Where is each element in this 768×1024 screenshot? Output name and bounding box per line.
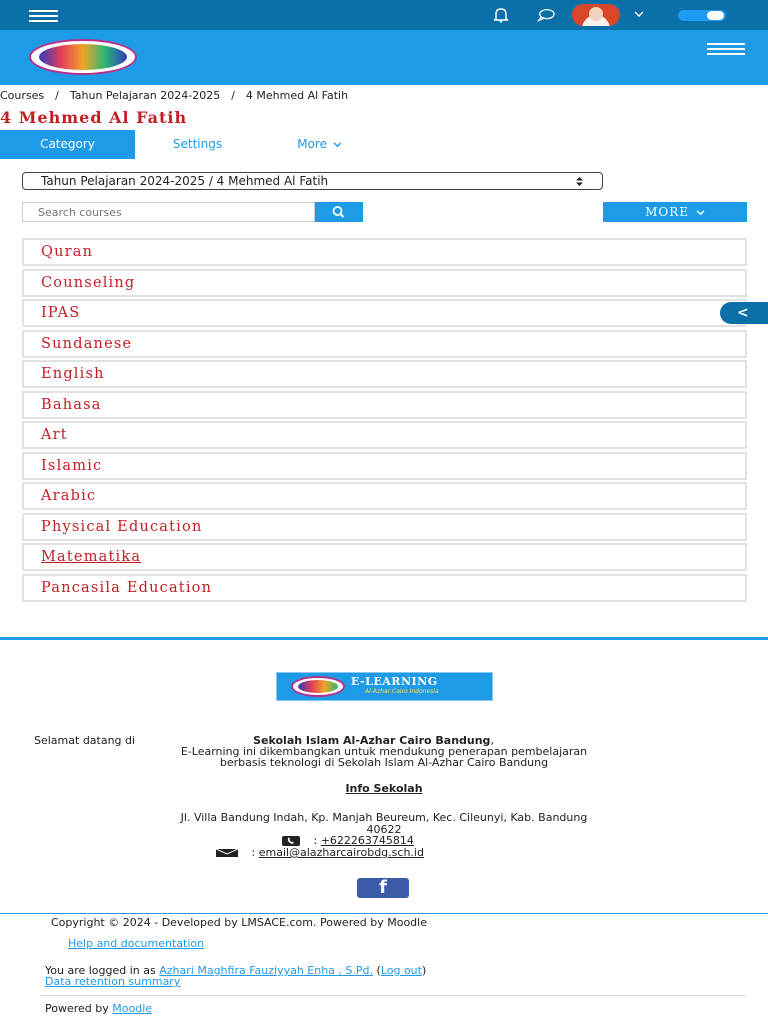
category-select[interactable] — [22, 172, 603, 190]
email-link[interactable]: email@alazharcairobdg.sch.id — [258, 846, 424, 859]
powered-by: Powered by Moodle — [45, 1002, 153, 1015]
footer-logo-title: E-LEARNING — [351, 675, 438, 688]
more-button[interactable] — [603, 202, 747, 222]
copyright-text: Copyright © 2024 - Developed by LMSACE.com. Powered by Moodle — [51, 916, 427, 929]
facebook-icon[interactable]: f — [357, 878, 409, 898]
list-item[interactable]: Pancasila Education — [22, 574, 747, 602]
welcome-text: Selamat datang di Sekolah Islam Al-Azhar Cairo Bandung, — [34, 734, 494, 747]
phone-row: : +622263745814 — [282, 834, 414, 847]
list-item[interactable]: Matematika — [22, 543, 747, 571]
search-button[interactable] — [315, 202, 363, 222]
breadcrumb-courses[interactable]: Courses — [0, 89, 45, 102]
page-title: 4 Mehmed Al Fatih — [0, 108, 188, 127]
secondary-nav — [0, 130, 768, 160]
breadcrumb-year[interactable]: Tahun Pelajaran 2024-2025 — [69, 89, 221, 102]
tab-more[interactable] — [272, 130, 367, 159]
bottom-divider — [0, 913, 768, 914]
avatar[interactable] — [572, 4, 620, 26]
login-info: You are logged in as Azhari Maghfira Fauziyyah Enha , S.Pd. (Log out) — [45, 964, 427, 977]
header-menu-icon[interactable] — [707, 43, 745, 58]
footer-divider — [0, 637, 768, 640]
footer-logo — [276, 672, 493, 701]
tab-settings[interactable]: Settings — [172, 137, 223, 151]
chat-icon[interactable] — [537, 7, 555, 23]
tab-more-label: More — [297, 137, 327, 151]
footer-logo-subtitle: Al-Azhar Cairo Indonesia — [365, 688, 439, 695]
chevron-down-icon[interactable] — [634, 10, 644, 18]
drawer-toggle-button[interactable]: < — [720, 302, 768, 324]
breadcrumb: Courses / Tahun Pelajaran 2024-2025 / 4 Mehmed Al Fatih — [0, 89, 349, 102]
footer-separator — [40, 995, 746, 996]
site-logo[interactable] — [29, 39, 137, 75]
school-name: Sekolah Islam Al-Azhar Cairo Bandung — [253, 734, 491, 747]
address-line-2: 40622 — [366, 823, 402, 836]
logout-link[interactable]: Log out — [380, 964, 422, 977]
description-line-2: berbasis teknologi di Sekolah Islam Al-Azhar Cairo Bandung — [219, 756, 549, 769]
menu-icon[interactable] — [29, 10, 58, 25]
chevron-down-icon — [696, 210, 705, 216]
data-retention-link[interactable]: Data retention summary — [45, 975, 181, 988]
list-item[interactable]: Quran — [22, 238, 747, 266]
select-arrows-icon — [575, 176, 584, 187]
chevron-down-icon — [333, 142, 342, 148]
list-item[interactable]: Bahasa — [22, 391, 747, 419]
tab-category[interactable]: Category — [0, 130, 135, 159]
info-title: Info Sekolah — [345, 782, 423, 795]
moodle-link[interactable]: Moodle — [112, 1002, 153, 1015]
email-row: : email@alazharcairobdg.sch.id — [216, 846, 424, 859]
list-item[interactable]: Sundanese — [22, 330, 747, 358]
list-item[interactable]: Physical Education — [22, 513, 747, 541]
list-item[interactable]: Arabic — [22, 482, 747, 510]
dark-mode-toggle[interactable] — [678, 10, 726, 21]
list-item[interactable]: English — [22, 360, 747, 388]
bell-icon[interactable] — [492, 7, 510, 23]
user-profile-link[interactable]: Azhari Maghfira Fauziyyah Enha , S.Pd. — [159, 964, 374, 977]
phone-link[interactable]: +622263745814 — [320, 834, 414, 847]
more-button-label: MORE — [645, 205, 690, 219]
list-item[interactable]: IPAS — [22, 299, 747, 327]
breadcrumb-current[interactable]: 4 Mehmed Al Fatih — [245, 89, 349, 102]
search-input[interactable] — [22, 202, 315, 222]
phone-icon — [282, 836, 300, 846]
list-item[interactable]: Counseling — [22, 269, 747, 297]
category-select-value: Tahun Pelajaran 2024-2025 / 4 Mehmed Al Fatih — [41, 174, 329, 188]
search-icon — [315, 202, 363, 222]
course-list — [22, 238, 747, 604]
list-item[interactable]: Islamic — [22, 452, 747, 480]
help-link[interactable]: Help and documentation — [68, 937, 205, 950]
envelope-icon — [216, 848, 238, 858]
address-line-1: Jl. Villa Bandung Indah, Kp. Manjah Beureum, Kec. Cileunyi, Kab. Bandung — [180, 811, 588, 824]
list-item[interactable]: Art — [22, 421, 747, 449]
top-navbar — [0, 0, 768, 30]
description-line-1: E-Learning ini dikembangkan untuk mendukung penerapan pembelajaran — [180, 745, 588, 758]
